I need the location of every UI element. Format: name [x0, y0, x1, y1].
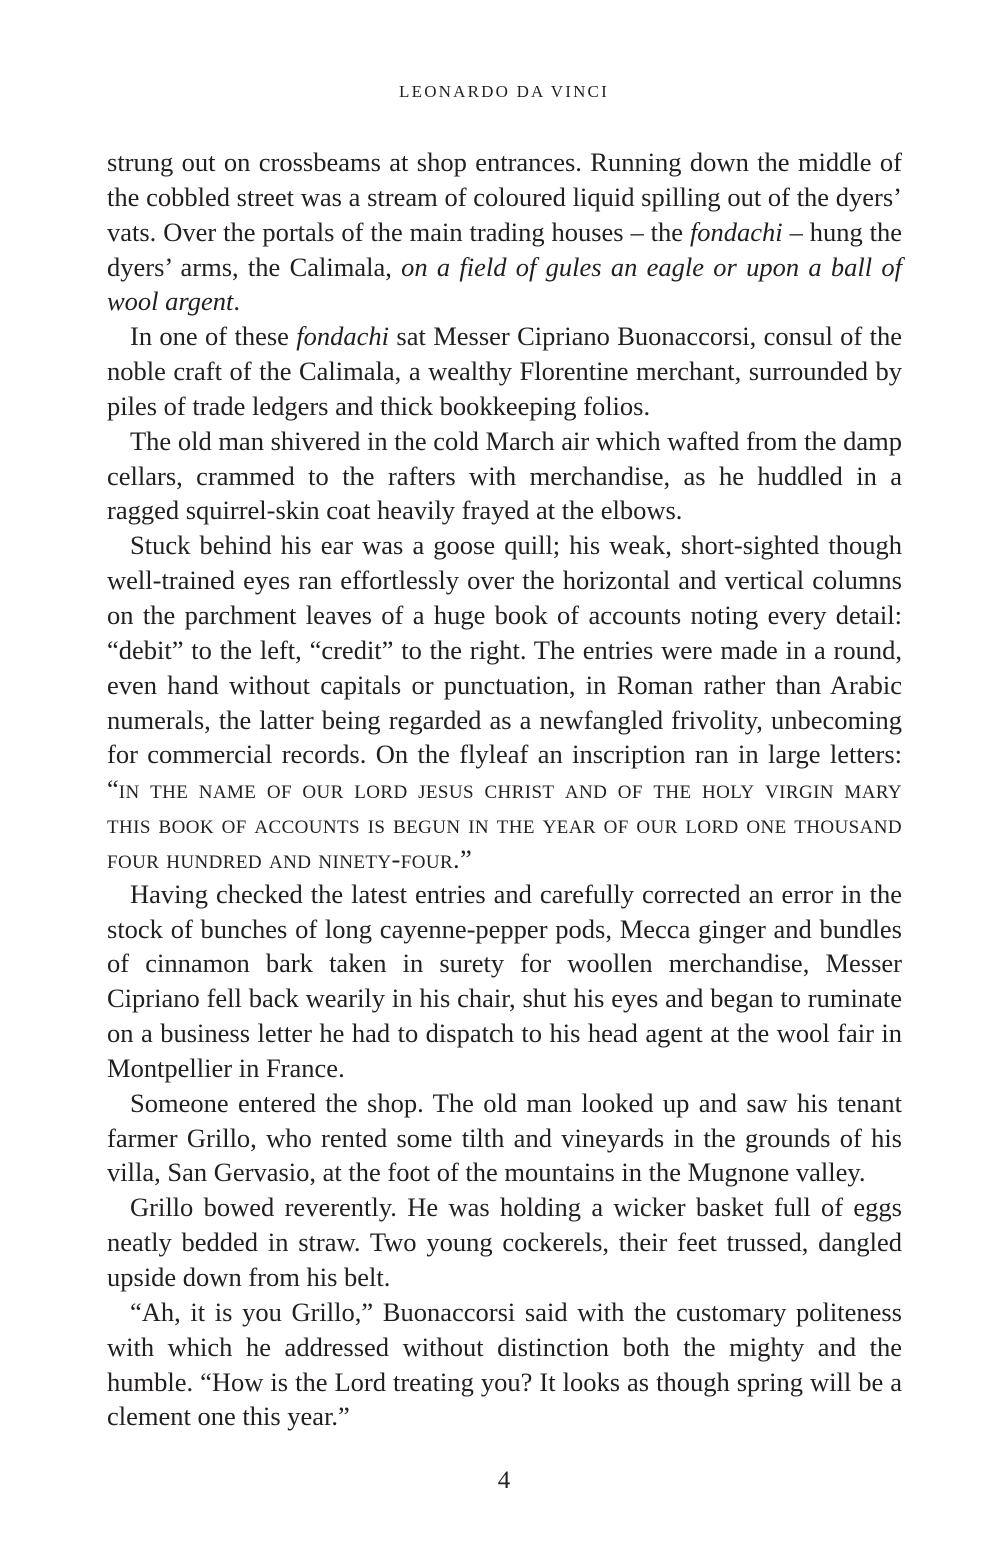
running-head: LEONARDO DA VINCI	[399, 82, 609, 101]
paragraph-6: Someone entered the shop. The old man looked up and saw his tenant farmer Grillo, who rented some tilth and vineyards in the grounds of his villa, San Gervasio, at the foot of the mountains in the Mugnone valley.	[107, 1087, 902, 1188]
paragraph-5: Having checked the latest entries and carefully corrected an error in the stock of bunches of long cayenne-pepper pods, Mecca ginger and bundles of cinnamon bark taken in surety for woollen merchandise, Messer Cipriano fell back wearily in his chair, shut his eyes and began to ruminate on a business letter he had to dispatch to his head agent at the wool fair in Montpellier in France.	[107, 878, 902, 1083]
paragraph-2-text-b: sat Messer Cipriano Buonaccorsi, consul of the noble craft of the Calimala, a wealthy Florentine merchant, surrounded by piles of trade ledgers and thick bookkeeping folios.	[107, 321, 902, 421]
paragraph-1	[107, 145, 902, 319]
page-number: 4	[497, 1467, 511, 1494]
paragraph-8: “Ah, it is you Grillo,” Buonaccorsi said with the customary politeness with which he addressed without distinction both the mighty and the humble. “How is the Lord treating you? It looks as though spring will be a clement one this year.”	[107, 1296, 902, 1432]
paragraph-2-text-a: In one of these	[130, 321, 297, 352]
paragraph-4	[107, 528, 902, 876]
paragraph-1-italic-blazon: on a field of gules an eagle or upon a ball of wool argent	[107, 251, 902, 317]
paragraph-1-italic-fondachi: fondachi	[689, 216, 783, 247]
paragraph-1-text-a: strung out on crossbeams at shop entrances. Running down the middle of the cobbled street was a stream of coloured liquid spilling out of the dyers’ vats. Over the portals of the main trading houses – the	[107, 147, 902, 247]
paragraph-1-text-b: – hung the dyers’ arms, the Calimala,	[107, 216, 903, 282]
paragraph-2-italic-fondachi: fondachi	[296, 321, 390, 352]
paragraph-4-text-a: Stuck behind his ear was a goose quill; his weak, short-sighted though well-trained eyes ran effortlessly over the horizontal and vertical columns on the parchment leaves of a huge book of accounts noting every detail: “debit” to the left, “credit” to the right. The entries were made in a round, even hand without capitals or punctuation, in Roman rather than Arabic numerals, the latter being regarded as a newfangled frivolity, unbecoming for commercial records. On the flyleaf an inscription ran in large letters: “	[107, 530, 902, 805]
paragraph-3: The old man shivered in the cold March air which wafted from the damp cellars, crammed to the rafters with merchandise, as he huddled in a ragged squirrel-skin coat heavily frayed at the elbows.	[107, 425, 902, 526]
paragraph-4-text-b: ”	[460, 843, 472, 874]
paragraph-1-text-c: .	[233, 286, 240, 317]
paragraph-7: Grillo bowed reverently. He was holding a wicker basket full of eggs neatly bedded in straw. Two young cockerels, their feet trussed, dangled upside down from his belt.	[107, 1192, 902, 1292]
text-block	[107, 145, 902, 1434]
paragraph-4-inscription: in the name of our lord jesus christ and of the holy virgin mary this book of accounts is begun in the year of our lord one thousand four hundred and ninety-four.	[107, 774, 902, 874]
paragraph-2	[107, 319, 902, 424]
